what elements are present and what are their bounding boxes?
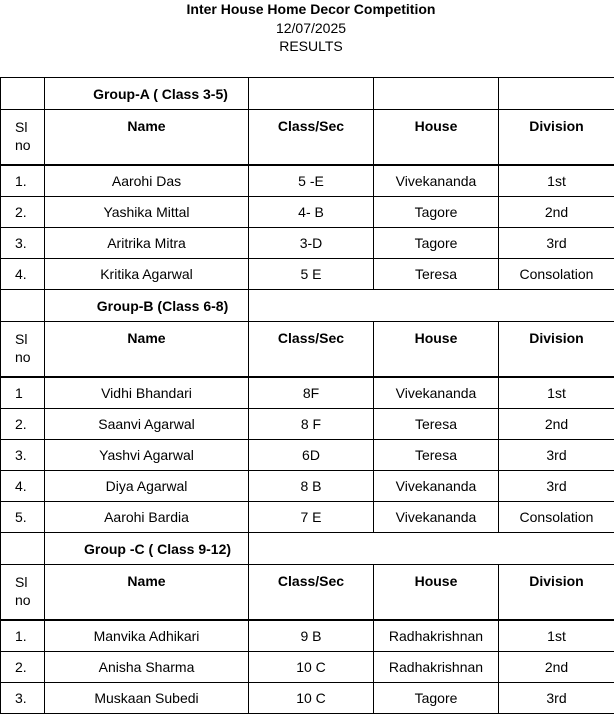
group-title-empty-cell: [249, 533, 614, 565]
table-row: [1, 471, 614, 502]
cell-sl-no: 2.: [1, 197, 45, 228]
cell-division: 3rd: [499, 228, 614, 259]
group-title-row: [1, 533, 614, 565]
cell-class-sec: 8F: [249, 377, 374, 409]
column-header-row: [1, 110, 614, 166]
cell-name: Diya Agarwal: [45, 471, 249, 502]
group-title-empty-cell: [374, 78, 499, 110]
group-title-spacer: [1, 290, 45, 322]
column-header-division: Division: [499, 110, 614, 166]
cell-class-sec: 7 E: [249, 502, 374, 533]
cell-division: Consolation: [499, 259, 614, 290]
group-title-empty-cell: [249, 78, 374, 110]
cell-class-sec: 9 B: [249, 620, 374, 652]
cell-division: 3rd: [499, 683, 614, 714]
cell-sl-no: 3.: [1, 440, 45, 471]
cell-class-sec: 5 -E: [249, 165, 374, 197]
cell-sl-no: 5.: [1, 502, 45, 533]
column-header-sl-no: Sl no: [1, 565, 45, 621]
cell-class-sec: 3-D: [249, 228, 374, 259]
column-header-name: Name: [45, 322, 249, 378]
cell-sl-no: 3.: [1, 228, 45, 259]
cell-class-sec: 10 C: [249, 683, 374, 714]
column-header-house: House: [374, 565, 499, 621]
column-header-name: Name: [45, 565, 249, 621]
cell-name: Yashika Mittal: [45, 197, 249, 228]
group-title: Group-A ( Class 3-5): [45, 78, 249, 110]
table-row: [1, 228, 614, 259]
column-header-division: Division: [499, 322, 614, 378]
cell-class-sec: 8 F: [249, 409, 374, 440]
table-row: [1, 620, 614, 652]
cell-name: Muskaan Subedi: [45, 683, 249, 714]
results-subtitle: RESULTS: [279, 38, 343, 54]
cell-sl-no: 2.: [1, 409, 45, 440]
group-title-empty-cell: [249, 290, 614, 322]
group-title-row: [1, 290, 614, 322]
cell-house: Radhakrishnan: [374, 652, 499, 683]
cell-name: Manvika Adhikari: [45, 620, 249, 652]
cell-name: Vidhi Bhandari: [45, 377, 249, 409]
cell-division: Consolation: [499, 502, 614, 533]
results-table-body: [1, 78, 614, 714]
column-header-class-sec: Class/Sec: [249, 110, 374, 166]
column-header-class-sec: Class/Sec: [249, 322, 374, 378]
table-row: [1, 197, 614, 228]
table-row: [1, 165, 614, 197]
cell-sl-no: 1.: [1, 620, 45, 652]
page-title: Inter House Home Decor Competition: [186, 1, 436, 17]
table-row: [1, 683, 614, 714]
cell-name: Kritika Agarwal: [45, 259, 249, 290]
cell-division: 1st: [499, 620, 614, 652]
cell-house: Vivekananda: [374, 502, 499, 533]
group-title: Group-B (Class 6-8): [45, 290, 249, 322]
cell-sl-no: 4.: [1, 471, 45, 502]
cell-class-sec: 10 C: [249, 652, 374, 683]
cell-sl-no: 1: [1, 377, 45, 409]
cell-house: Vivekananda: [374, 165, 499, 197]
cell-house: Tagore: [374, 683, 499, 714]
column-header-row: [1, 565, 614, 621]
table-row: [1, 502, 614, 533]
column-header-class-sec: Class/Sec: [249, 565, 374, 621]
cell-name: Aritrika Mitra: [45, 228, 249, 259]
cell-house: Vivekananda: [374, 471, 499, 502]
table-row: [1, 652, 614, 683]
cell-house: Tagore: [374, 228, 499, 259]
column-header-house: House: [374, 110, 499, 166]
cell-class-sec: 5 E: [249, 259, 374, 290]
cell-name: Yashvi Agarwal: [45, 440, 249, 471]
group-title-row: [1, 78, 614, 110]
table-row: [1, 440, 614, 471]
cell-division: 3rd: [499, 440, 614, 471]
group-title-spacer: [1, 533, 45, 565]
group-title-spacer: [1, 78, 45, 110]
column-header-division: Division: [499, 565, 614, 621]
cell-class-sec: 8 B: [249, 471, 374, 502]
cell-house: Radhakrishnan: [374, 620, 499, 652]
cell-division: 2nd: [499, 197, 614, 228]
cell-division: 1st: [499, 377, 614, 409]
cell-house: Vivekananda: [374, 377, 499, 409]
cell-division: 2nd: [499, 652, 614, 683]
column-header-row: [1, 322, 614, 378]
cell-house: Tagore: [374, 197, 499, 228]
cell-house: Teresa: [374, 259, 499, 290]
cell-sl-no: 1.: [1, 165, 45, 197]
column-header-sl-no: Sl no: [1, 110, 45, 166]
cell-name: Aarohi Bardia: [45, 502, 249, 533]
cell-name: Aarohi Das: [45, 165, 249, 197]
group-title-empty-cell: [499, 78, 614, 110]
cell-house: Teresa: [374, 440, 499, 471]
cell-division: 3rd: [499, 471, 614, 502]
column-header-sl-no: Sl no: [1, 322, 45, 378]
cell-division: 2nd: [499, 409, 614, 440]
cell-division: 1st: [499, 165, 614, 197]
results-table: [0, 77, 614, 714]
cell-class-sec: 6D: [249, 440, 374, 471]
cell-sl-no: 3.: [1, 683, 45, 714]
cell-class-sec: 4- B: [249, 197, 374, 228]
cell-sl-no: 4.: [1, 259, 45, 290]
cell-name: Anisha Sharma: [45, 652, 249, 683]
competition-date: 12/07/2025: [275, 20, 347, 36]
column-header-name: Name: [45, 110, 249, 166]
table-row: [1, 409, 614, 440]
table-row: [1, 377, 614, 409]
cell-name: Saanvi Agarwal: [45, 409, 249, 440]
cell-sl-no: 2.: [1, 652, 45, 683]
cell-house: Teresa: [374, 409, 499, 440]
column-header-house: House: [374, 322, 499, 378]
group-title: Group -C ( Class 9-12): [45, 533, 249, 565]
table-row: [1, 259, 614, 290]
